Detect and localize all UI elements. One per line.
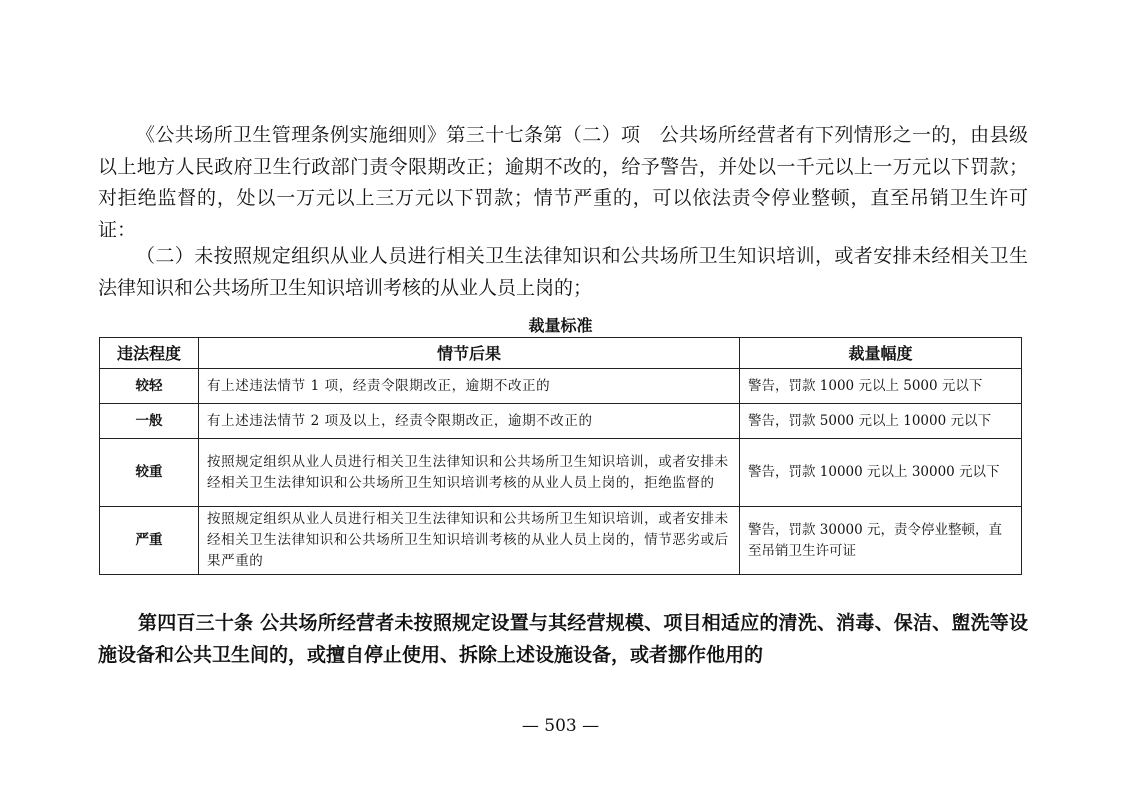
consequence-cell: 按照规定组织从业人员进行相关卫生法律知识和公共场所卫生知识培训，或者安排未经相关卫生法律知识和公共场所卫生知识培训考核的从业人员上岗的，情节恶劣或后果严重的 <box>199 507 740 575</box>
penalty-cell: 警告，罚款 1000 元以上 5000 元以下 <box>740 369 1022 404</box>
table-row <box>100 404 1022 439</box>
consequence-cell: 按照规定组织从业人员进行相关卫生法律知识和公共场所卫生知识培训，或者安排未经相关卫生法律知识和公共场所卫生知识培训考核的从业人员上岗的，拒绝监督的 <box>199 439 740 507</box>
consequence-cell: 有上述违法情节 2 项及以上，经责令限期改正，逾期不改正的 <box>199 404 740 439</box>
level-cell: 严重 <box>100 507 199 575</box>
discretion-standard-table <box>99 337 1022 575</box>
level-cell: 一般 <box>100 404 199 439</box>
page-number: — 503 — <box>521 716 600 736</box>
header-consequence: 情节后果 <box>199 338 740 369</box>
table-caption: 裁量标准 <box>528 316 593 335</box>
penalty-cell: 警告，罚款 30000 元，责令停业整顿，直至吊销卫生许可证 <box>740 507 1022 575</box>
penalty-cell: 警告，罚款 10000 元以上 30000 元以下 <box>740 439 1022 507</box>
table-header-row <box>100 338 1022 369</box>
table-row <box>100 507 1022 575</box>
penalty-cell: 警告，罚款 5000 元以上 10000 元以下 <box>740 404 1022 439</box>
header-violation-level: 违法程度 <box>100 338 199 369</box>
level-cell: 较轻 <box>100 369 199 404</box>
paragraph-article-37: 《公共场所卫生管理条例实施细则》第三十七条第（二）项 公共场所经营者有下列情形之一的，由县级以上地方人民政府卫生行政部门责令限期改正；逾期不改的，给予警告，并处以一千元以上一万元以下罚款；对拒绝监督的，处以一万元以上三万元以下罚款；情节严重的，可以依法责令停业整顿，直至吊销卫生许可证： <box>98 124 1028 241</box>
level-cell: 较重 <box>100 439 199 507</box>
header-penalty-range: 裁量幅度 <box>740 338 1022 369</box>
paragraph-item-2: （二）未按照规定组织从业人员进行相关卫生法律知识和公共场所卫生知识培训，或者安排未经相关卫生法律知识和公共场所卫生知识培训考核的从业人员上岗的； <box>98 245 1028 299</box>
table-row <box>100 439 1022 507</box>
consequence-cell: 有上述违法情节 1 项，经责令限期改正，逾期不改正的 <box>199 369 740 404</box>
table-row <box>100 369 1022 404</box>
paragraph-article-430: 第四百三十条 公共场所经营者未按照规定设置与其经营规模、项目相适应的清洗、消毒、保洁、盥洗等设施设备和公共卫生间的，或擅自停止使用、拆除上述设施设备，或者挪作他用的 <box>98 612 1028 666</box>
